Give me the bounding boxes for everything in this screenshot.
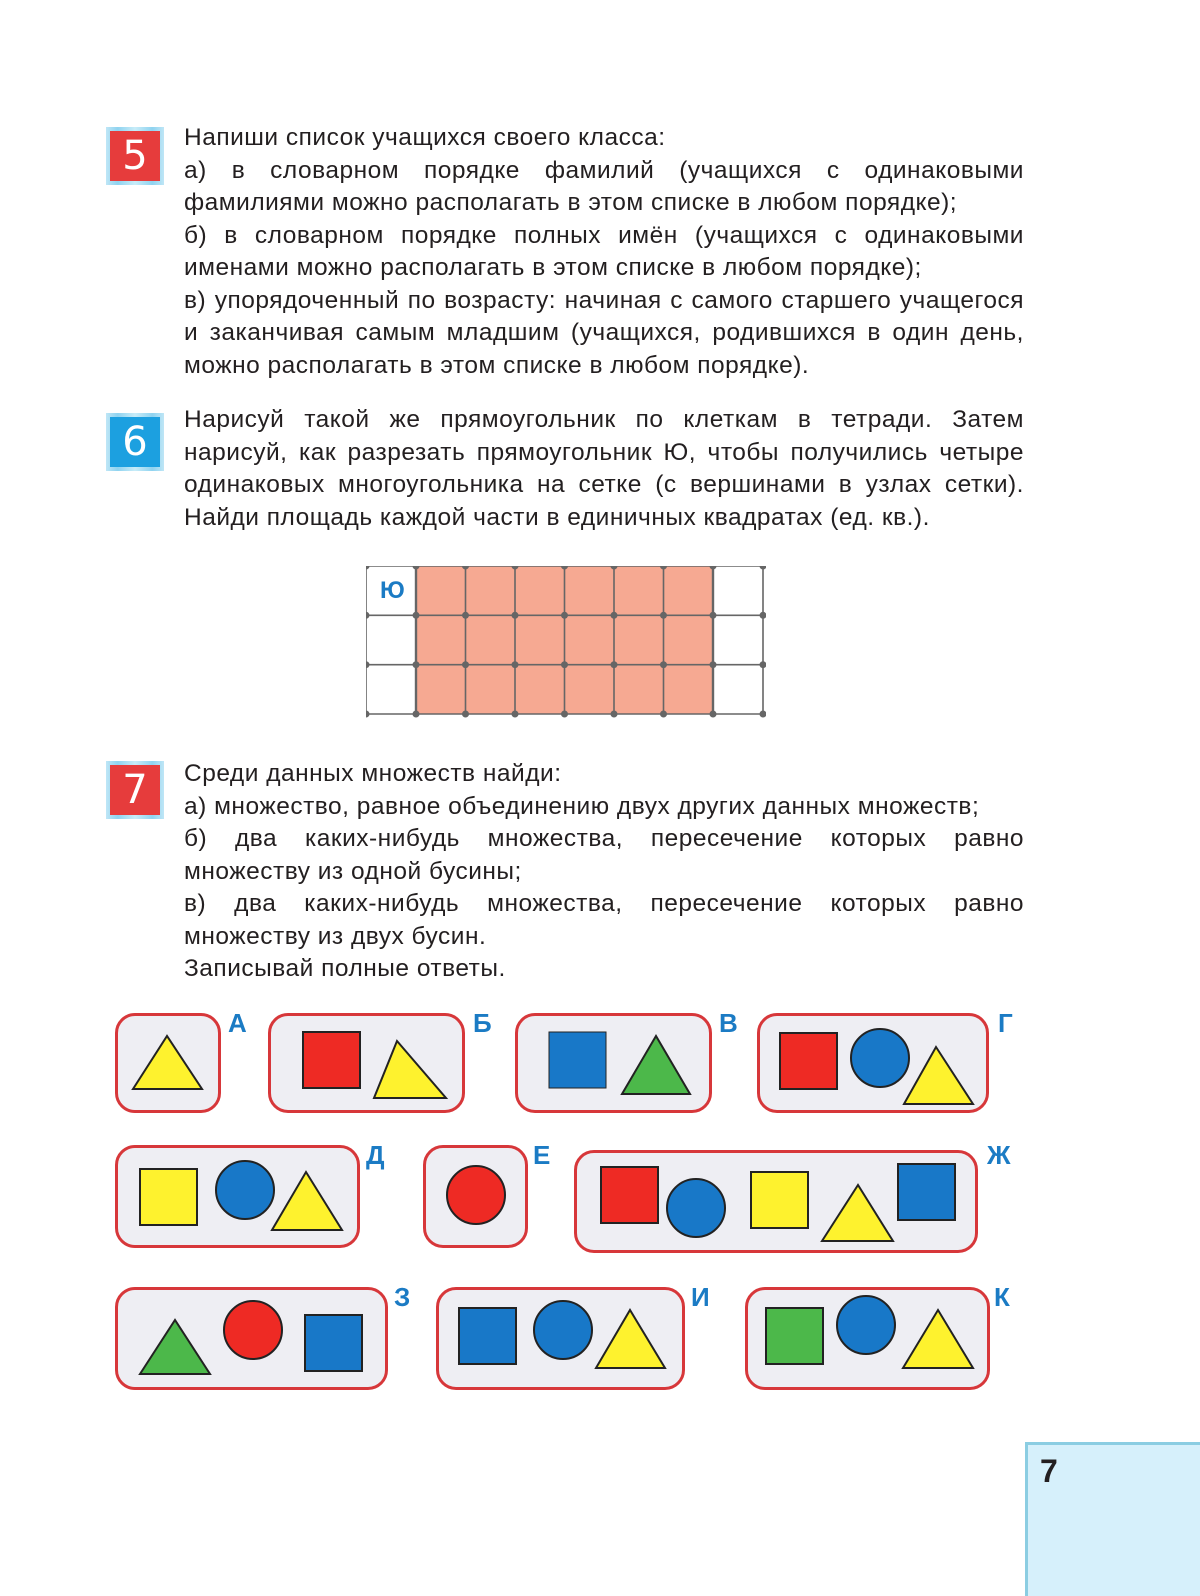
task-line: в) два каких-нибудь множества, пересечение которых равно множеству из двух бусин. bbox=[184, 890, 1024, 950]
yellow-triangle-icon bbox=[272, 1172, 342, 1230]
yellow-triangle-icon bbox=[118, 1016, 218, 1110]
blue-circle-icon bbox=[851, 1029, 909, 1087]
green-square-icon bbox=[766, 1308, 823, 1364]
task-text bbox=[184, 404, 1024, 534]
set-v bbox=[515, 1013, 712, 1113]
page-number-box bbox=[1025, 1442, 1200, 1596]
task-line: б) в словарном порядке полных имён (учащихся с одинаковыми именами можно располагать в этом списке в любом порядке); bbox=[184, 221, 1024, 281]
set-i-shapes bbox=[439, 1290, 682, 1387]
grid-rectangle bbox=[366, 566, 766, 718]
set-v-shapes bbox=[518, 1016, 709, 1110]
set-label-g: Г bbox=[998, 1008, 1013, 1038]
task-number-badge bbox=[106, 413, 164, 471]
task-line: Среди данных множеств найди: bbox=[184, 760, 562, 787]
blue-circle-icon bbox=[667, 1179, 725, 1237]
blue-circle-icon bbox=[216, 1161, 274, 1219]
task-text bbox=[184, 122, 1024, 382]
set-label-e: Е bbox=[533, 1140, 551, 1170]
set-e bbox=[423, 1145, 528, 1248]
task-line: а) множество, равное объединению двух других данных множеств; bbox=[184, 792, 980, 820]
task-line: Напиши список учащихся своего класса: bbox=[184, 124, 666, 151]
green-triangle-icon bbox=[140, 1320, 210, 1374]
set-d-shapes bbox=[118, 1148, 357, 1245]
set-label-a: А bbox=[228, 1008, 247, 1038]
task-line: а) в словарном порядке фамилий (учащихся с одинаковыми фамилиями можно располагать в этом списке в любом порядке); bbox=[184, 156, 1024, 216]
task-line: б) два каких-нибудь множества, пересечение которых равно множеству из одной бусины; bbox=[184, 825, 1024, 885]
page-number: 7 bbox=[1040, 1453, 1058, 1489]
set-d bbox=[115, 1145, 360, 1248]
set-e-shapes bbox=[426, 1148, 525, 1245]
yellow-triangle-icon bbox=[596, 1310, 665, 1368]
red-square-icon bbox=[601, 1167, 658, 1223]
task-number: 6 bbox=[110, 417, 160, 467]
set-label-i: И bbox=[691, 1282, 710, 1312]
set-label-b: Б bbox=[473, 1008, 492, 1038]
set-label-z: З bbox=[394, 1282, 411, 1312]
set-z-shapes bbox=[118, 1290, 385, 1387]
yellow-triangle-icon bbox=[903, 1310, 973, 1368]
set-g-shapes bbox=[760, 1016, 986, 1110]
task-number-badge bbox=[106, 127, 164, 185]
set-label-v: В bbox=[719, 1008, 738, 1038]
set-label-d: Д bbox=[366, 1140, 385, 1170]
blue-square-icon bbox=[549, 1032, 606, 1088]
task-number-badge bbox=[106, 761, 164, 819]
set-b-shapes bbox=[271, 1016, 462, 1110]
red-circle-icon bbox=[224, 1301, 282, 1359]
set-g bbox=[757, 1013, 989, 1113]
set-label-k: К bbox=[994, 1282, 1010, 1312]
set-z bbox=[115, 1287, 388, 1390]
task-line: Записывай полные ответы. bbox=[184, 955, 506, 982]
set-k bbox=[745, 1287, 990, 1390]
rectangle-label: Ю bbox=[380, 577, 405, 604]
task-line: Нарисуй такой же прямоугольник по клеткам в тетради. Затем нарисуй, как разрезать прямоугольник Ю, чтобы получились четыре одинаковых многоугольника на сетке (с вершинами в узлах сетки). Найди площадь каждой части в единичных квадратах (ед. кв.). bbox=[184, 406, 1024, 531]
set-k-shapes bbox=[748, 1290, 987, 1387]
task-number: 5 bbox=[110, 131, 160, 181]
task-line: в) упорядоченный по возрасту: начиная с самого старшего учащегося и заканчивая самым младшим (учащихся, родившихся в один день, можно располагать в этом списке в любом порядке). bbox=[184, 286, 1024, 379]
grid-figure-yu bbox=[366, 566, 766, 723]
blue-square-icon bbox=[459, 1308, 516, 1364]
task-number: 7 bbox=[110, 765, 160, 815]
set-a bbox=[115, 1013, 221, 1113]
set-b bbox=[268, 1013, 465, 1113]
set-i bbox=[436, 1287, 685, 1390]
red-square-icon bbox=[303, 1032, 360, 1088]
set-zh bbox=[574, 1150, 978, 1253]
set-label-zh: Ж bbox=[987, 1140, 1011, 1170]
blue-square-icon bbox=[305, 1315, 362, 1371]
task-text bbox=[184, 758, 1024, 986]
red-circle-icon bbox=[447, 1166, 505, 1224]
yellow-square-icon bbox=[140, 1169, 197, 1225]
red-square-icon bbox=[780, 1033, 837, 1089]
blue-circle-icon bbox=[534, 1301, 592, 1359]
blue-circle-icon bbox=[837, 1296, 895, 1354]
blue-square-icon bbox=[898, 1164, 955, 1220]
yellow-square-icon bbox=[751, 1172, 808, 1228]
yellow-triangle-icon bbox=[822, 1185, 893, 1241]
set-zh-shapes bbox=[577, 1153, 975, 1250]
yellow-triangle-icon bbox=[374, 1041, 446, 1098]
yellow-triangle-icon bbox=[904, 1047, 973, 1104]
green-triangle-icon bbox=[622, 1036, 690, 1094]
